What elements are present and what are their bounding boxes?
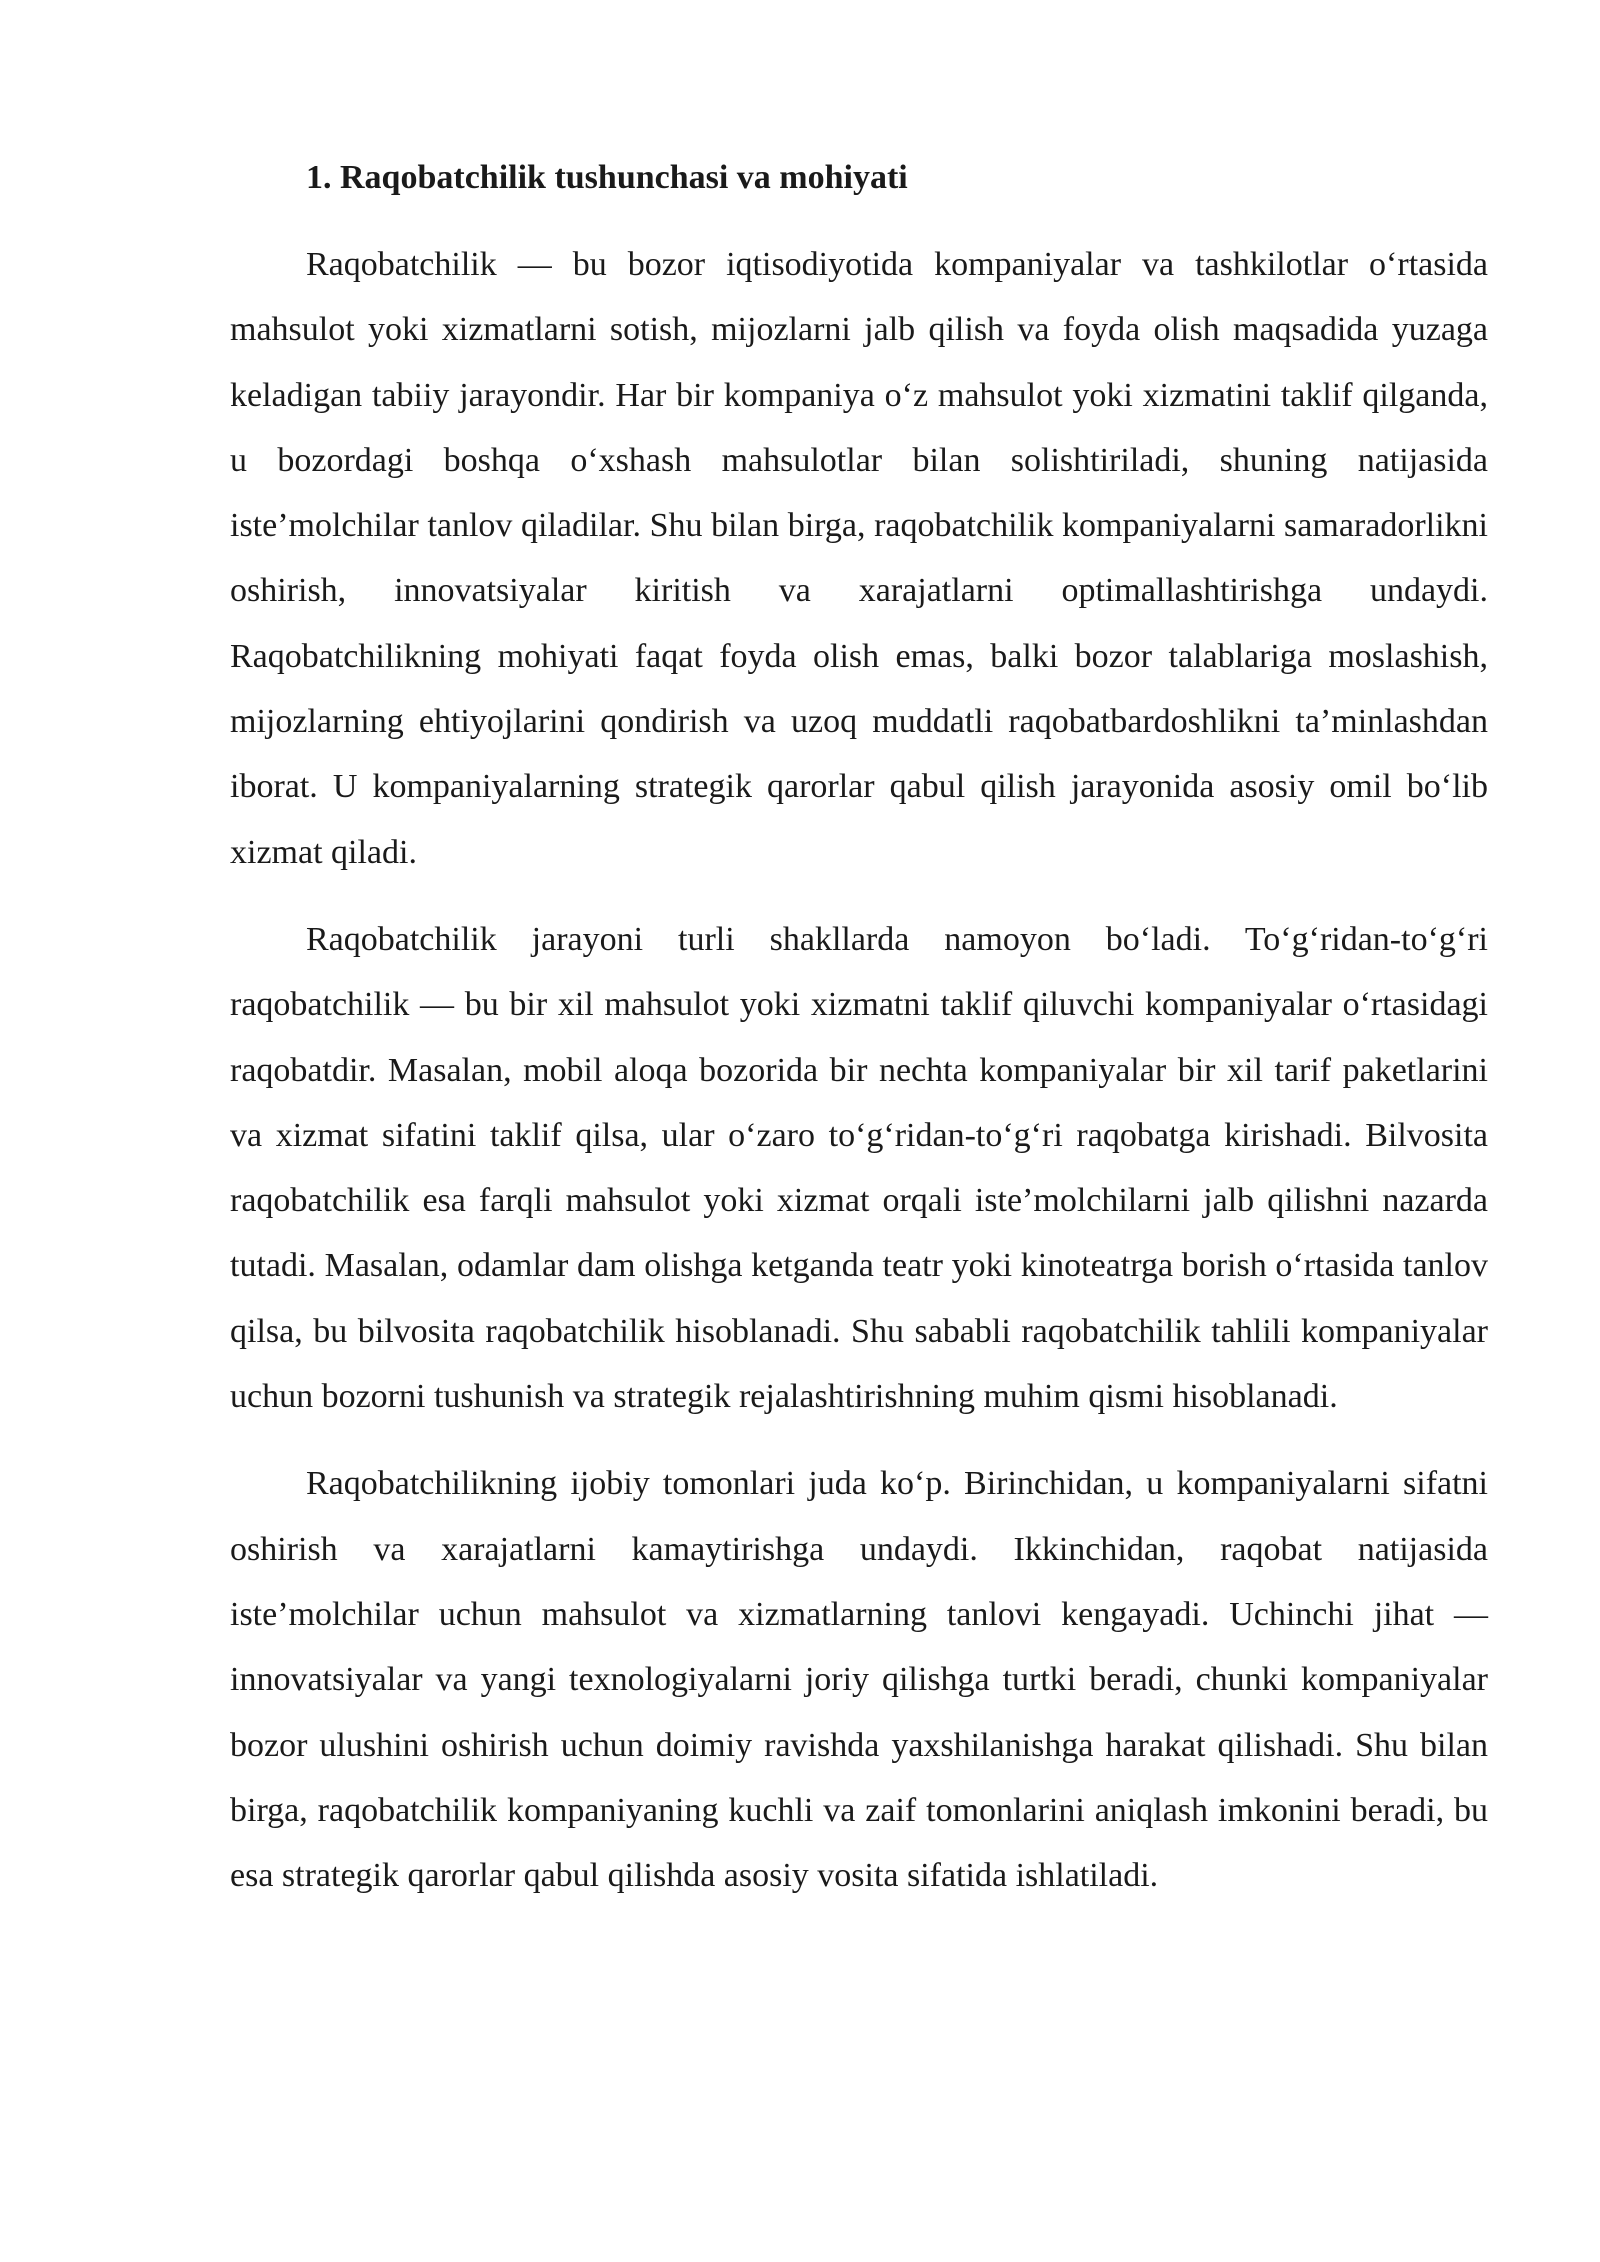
section-heading: 1. Raqobatchilik tushunchasi va mohiyati [306,159,908,196]
paragraph-1: Raqobatchilik — bu bozor iqtisodiyotida kompaniyalar va tashkilotlar o‘rtasida mahsulot yoki xizmatlarni sotish, mijozlarni jalb qilish va foyda olish maqsadida yuzaga keladigan tabiiy jarayondir. Har bir kompaniya o‘z mahsulot yoki xizmatini taklif qilganda, u bozordagi boshqa o‘xshash mahsulotlar bilan solishtiriladi, shuning natijasida iste’molchilar tanlov qiladilar. Shu bilan birga, raqobatchilik kompaniyalarni samaradorlikni oshirish, innovatsiyalar kiritish va xarajatlarni optimallashtirishga undaydi. Raqobatchilikning mohiyati faqat foyda olish emas, balki bozor talablariga moslashish, mijozlarning ehtiyojlarini qondirish va uzoq muddatli raqobatbardoshlikni ta’minlashdan iborat. U kompaniyalarning strategik qarorlar qabul qilish jarayonida asosiy omil bo‘lib xizmat qiladi. [230,246,1488,871]
paragraph-3: Raqobatchilikning ijobiy tomonlari juda ko‘p. Birinchidan, u kompaniyalarni sifatni oshirish va xarajatlarni kamaytirishga undaydi. Ikkinchidan, raqobat natijasida iste’molchilar uchun mahsulot va xizmatlarning tanlovi kengayadi. Uchinchi jihat — innovatsiyalar va yangi texnologiyalarni joriy qilishga turtki beradi, chunki kompaniyalar bozor ulushini oshirish uchun doimiy ravishda yaxshilanishga harakat qilishadi. Shu bilan birga, raqobatchilik kompaniyaning kuchli va zaif tomonlarini aniqlash imkonini beradi, bu esa strategik qarorlar qabul qilishda asosiy vosita sifatida ishlatiladi. [230,1465,1488,1895]
document-body [230,148,1488,1930]
paragraph-2: Raqobatchilik jarayoni turli shakllarda namoyon bo‘ladi. To‘g‘ridan-to‘g‘ri raqobatchilik — bu bir xil mahsulot yoki xizmatni taklif qiluvchi kompaniyalar o‘rtasidagi raqobatdir. Masalan, mobil aloqa bozorida bir nechta kompaniyalar bir xil tarif paketlarini va xizmat sifatini taklif qilsa, ular o‘zaro to‘g‘ridan-to‘g‘ri raqobatga kirishadi. Bilvosita raqobatchilik esa farqli mahsulot yoki xizmat orqali iste’molchilarni jalb qilishni nazarda tutadi. Masalan, odamlar dam olishga ketganda teatr yoki kinoteatrga borish o‘rtasida tanlov qilsa, bu bilvosita raqobatchilik hisoblanadi. Shu sababli raqobatchilik tahlili kompaniyalar uchun bozorni tushunish va strategik rejalashtirishning muhim qismi hisoblanadi. [230,920,1488,1416]
